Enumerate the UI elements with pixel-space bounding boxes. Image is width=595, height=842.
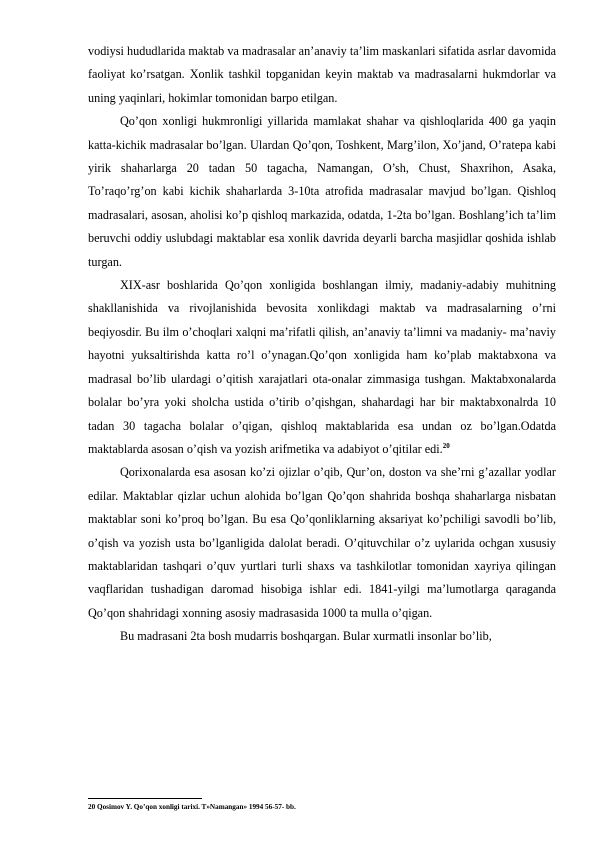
- paragraph-4-text: Qorixonalarda esa asosan ko’zi ojizlar o’qib, Qur’on, doston va she’rni g’azallar yodlar edilar. Maktablar qizlar uchun alohida bo’lgan Qo’qon shahrida boshqa shaharlarga nisbatan maktablar soni ko’proq bo’lgan. Bu esa Qo’qonliklarning aksariyat ko’pchiligi savodli bo’lib, o’qish va yozish usta bo’lganligida dalolat beradi. O’qituvchilar o’z uylarida ochgan xususiy maktablaridan tashqari o’quv yurtlari turli shaxs va tashkilotlar tomonidan xayriya qilingan vaqflaridan tushadigan daromad hisobiga ishlar edi. 1841-yilgi ma’lumotlarga qaraganda Qo’qon shahridagi xonning asosiy madrasasida 1000 ta mulla o’qigan.: [88, 465, 556, 620]
- footnote-reference[interactable]: 20: [442, 441, 450, 450]
- paragraph-3-text: XIX-asr boshlarida Qo’qon xonligida boshlangan ilmiy, madaniy-adabiy muhitning shakllanishida va rivojlanishida bevosita xonlikdagi maktab va madrasalarning o’rni beqiyosdir. Bu ilm o’choqlari xalqni ma’rifatli qilish, an’anaviy ta’limni va madaniy- ma’naviy hayotni yuksaltirishda katta ro’l o’ynagan.Qo’qon xonligida ham ko’plab maktabxona va madrasal bo’lib ulardagi o’qitish xarajatlari ota-onalar zimmasiga tushgan. Maktabxonalarda bolalar bo’yra yoki sholcha ustida o’tirib o’qishgan, shahardagi har bir maktabxonalrda 10 tadan 30 tagacha bolalar o’qigan, qishloq maktablarida esa undan oz bo’lgan.Odatda maktablarda asosan o’qish va yozish arifmetika va adabiyot o’qitilar edi.: [88, 278, 556, 456]
- footnote: [88, 802, 296, 812]
- paragraph-5-text: Bu madrasani 2ta bosh mudarris boshqargan. Bular xurmatli insonlar bo’lib,: [120, 629, 492, 644]
- document-body: [88, 40, 556, 649]
- paragraph-2: [88, 110, 556, 274]
- footnote-divider: [88, 798, 202, 799]
- paragraph-5: [88, 625, 556, 648]
- paragraph-1: [88, 40, 556, 110]
- paragraph-2-text: Qo’qon xonligi hukmronligi yillarida mamlakat shahar va qishloqlarida 400 ga yaqin katta-kichik madrasalar bo’lgan. Ulardan Qo’qon, Toshkent, Marg’ilon, Xo’jand, O’ratepa kabi yirik shaharlarga 20 tadan 50 tagacha, Namangan, O’sh, Chust, Shaxrihon, Asaka, To’raqo’rg’on kabi kichik shaharlarda 3-10ta atrofida madrasalar mavjud bo’lgan. Qishloq madrasalari, asosan, aholisi ko’p qishloq markazida, odatda, 1-2ta bo’lgan. Boshlang’ich ta’lim beruvchi oddiy uslubdagi maktablar esa xonlik davrida deyarli barcha masjidlar qoshida ishlab turgan.: [88, 114, 556, 269]
- paragraph-1-text: vodiysi hududlarida maktab va madrasalar an’anaviy ta’lim maskanlari sifatida asrlar davomida faoliyat ko’rsatgan. Xonlik tashkil topganidan keyin maktab va madrasalarni hukmdorlar va uning yaqinlari, hokimlar tomonidan barpo etilgan.: [88, 44, 556, 105]
- paragraph-4: [88, 461, 556, 625]
- paragraph-3: [88, 274, 556, 461]
- footnote-text: 20 Qosimov Y. Qo’qon xonligi tarixi. T»Namangan» 1994 56-57- bb.: [88, 803, 296, 811]
